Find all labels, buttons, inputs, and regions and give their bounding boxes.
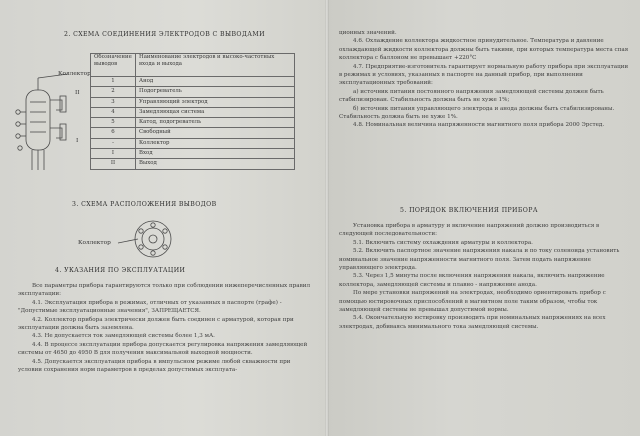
section4-title: 4. УКАЗАНИЯ ПО ЭКСПЛУАТАЦИИ — [55, 267, 186, 274]
pin-table-header — [91, 54, 295, 77]
page-fold — [325, 0, 329, 436]
paragraph: 4.3. Не допускается ток замедляющей системы более 1,3 мА. — [32, 333, 215, 340]
pin-number: 6 — [91, 128, 136, 138]
right-text-top — [339, 29, 631, 130]
electrode-name: Свободный — [136, 128, 295, 138]
paragraph: 4.8. Номинальная величина напряженности магнитного поля прибора 2000 Эрстед. — [353, 122, 605, 129]
pin-number: II — [91, 159, 136, 169]
table-row — [91, 77, 295, 87]
paragraph: 4.5. Допускается эксплуатация прибора в импульсном режиме любой скважности при условии сохранения норм параметров в пределах допустимых эксплуата- — [18, 358, 291, 374]
table-row — [91, 107, 295, 117]
electrode-name: Замедляющая система — [136, 107, 295, 117]
electrode-name: Катод, подогреватель — [136, 118, 295, 128]
right-text-bottom — [339, 222, 631, 331]
electrode-name: Управляющий электрод — [136, 97, 295, 107]
electrode-name: Выход — [136, 159, 295, 169]
collector-label: Коллектор — [58, 71, 91, 77]
table-row — [91, 138, 295, 148]
pin-number: 2 — [91, 87, 136, 97]
table-row — [91, 149, 295, 159]
right-page — [327, 0, 640, 436]
paragraph: Все параметры прибора гарантируются только при соблюдении нижеперечисленных правил эксплуатации: — [18, 283, 311, 298]
section2-title: 2. СХЕМА СОЕДИНЕНИЯ ЭЛЕКТРОДОВ С ВЫВОДАМИ — [64, 31, 265, 38]
electrode-name: Подогреватель — [136, 87, 295, 97]
input-mark: I — [76, 138, 79, 144]
paragraph: 4.7. Предприятие-изготовитель гарантирует нормальную работу прибора при эксплуатации в режимах и условиях, указанных в паспорте на данный прибор, при выполнении эксплуатационных требований: — [339, 63, 629, 87]
paragraph: 5.4. Окончательную юстировку производить при номинальных напряжениях на всех электродах, добиваясь минимального тока замедляющей системы. — [339, 315, 606, 330]
paragraph: б) источник питания управляющего электрода и анода должны быть стабилизированы. Стабильность должна быть не хуже 1%. — [339, 105, 615, 121]
paragraph: 4.4. В процессе эксплуатации прибора допускается регулировка напряжения замедляющей системы от 4650 до 4950 В для получения максимальной выходной мощности. — [18, 341, 308, 357]
paragraph: 4.6. Охлаждение коллектора жидкостное принудительное. Температура и давление охлаждающей жидкости коллектора должны быть такими, при которых температура места спая коллектора с баллоном не превышает +220°С — [339, 38, 629, 62]
section5-title: 5. ПОРЯДОК ВКЛЮЧЕНИЯ ПРИБОРА — [400, 207, 538, 214]
pin-layout-diagram — [118, 209, 188, 269]
collector-label-2: Коллектор — [78, 240, 111, 246]
output-mark: II — [75, 90, 80, 96]
left-text — [18, 282, 316, 374]
table-row — [91, 159, 295, 169]
pin-number: 1 — [91, 77, 136, 87]
paragraph: 4.2. Коллектор прибора электрически должен быть соединен с арматурой, которая при эксплуатации должна быть заземлена. — [18, 316, 294, 332]
table-row — [91, 128, 295, 138]
paragraph: По мере установки напряжений на электродах, необходимо ориентировать прибор с помощью юстировочных приспособлений в магнитном поле таким образом, чтобы ток замедляющей системы не превышал допустимой нормы. — [339, 290, 606, 314]
pin-number: 4 — [91, 107, 136, 117]
paragraph: ционных значений. — [339, 30, 397, 36]
paragraph: а) источник питания постоянного напряжения замедляющей системы должен быть стабилизирован. Стабильность должна быть не хуже 1%; — [339, 88, 604, 104]
header-pin: Обозначение выводов — [91, 54, 136, 77]
table-row — [91, 118, 295, 128]
electrode-name: Анод — [136, 77, 295, 87]
paragraph: 4.1. Эксплуатация прибора в режимах, отличных от указанных в паспорте (графе) - "Допустимые эксплуатационные значения", ЗАПРЕЩАЕТСЯ. — [18, 299, 282, 315]
electrode-name: Вход — [136, 149, 295, 159]
pin-number: - — [91, 138, 136, 148]
table-row — [91, 87, 295, 97]
paragraph: Установка прибора в арматуру и включение напряжений должно производиться в следующей последовательности: — [339, 223, 600, 238]
paragraph: 5.2. Включить паспортное значение напряжения накала и по току соленоида установить номинальное значение напряженности магнитного поля. Затем подать напряжение управляющего электрода. — [339, 248, 620, 272]
table-row — [91, 97, 295, 107]
pin-number: 5 — [91, 118, 136, 128]
header-name: Наименование электродов и высоко-частотных входа и выхода — [136, 54, 295, 77]
pin-table — [90, 53, 295, 170]
electrode-name: Коллектор — [136, 138, 295, 148]
pin-number: 3 — [91, 97, 136, 107]
paragraph: 5.1. Включить систему охлаждения арматуры и коллектора. — [353, 239, 533, 246]
pin-number: I — [91, 149, 136, 159]
paragraph: 5.3. Через 1,5 минуты после включения напряжения накала, включить напряжение коллектора, замедляющей системы и плавно - напряжение анода. — [339, 273, 605, 288]
section3-title: 3. СХЕМА РАСПОЛОЖЕНИЯ ВЫВОДОВ — [72, 201, 217, 208]
